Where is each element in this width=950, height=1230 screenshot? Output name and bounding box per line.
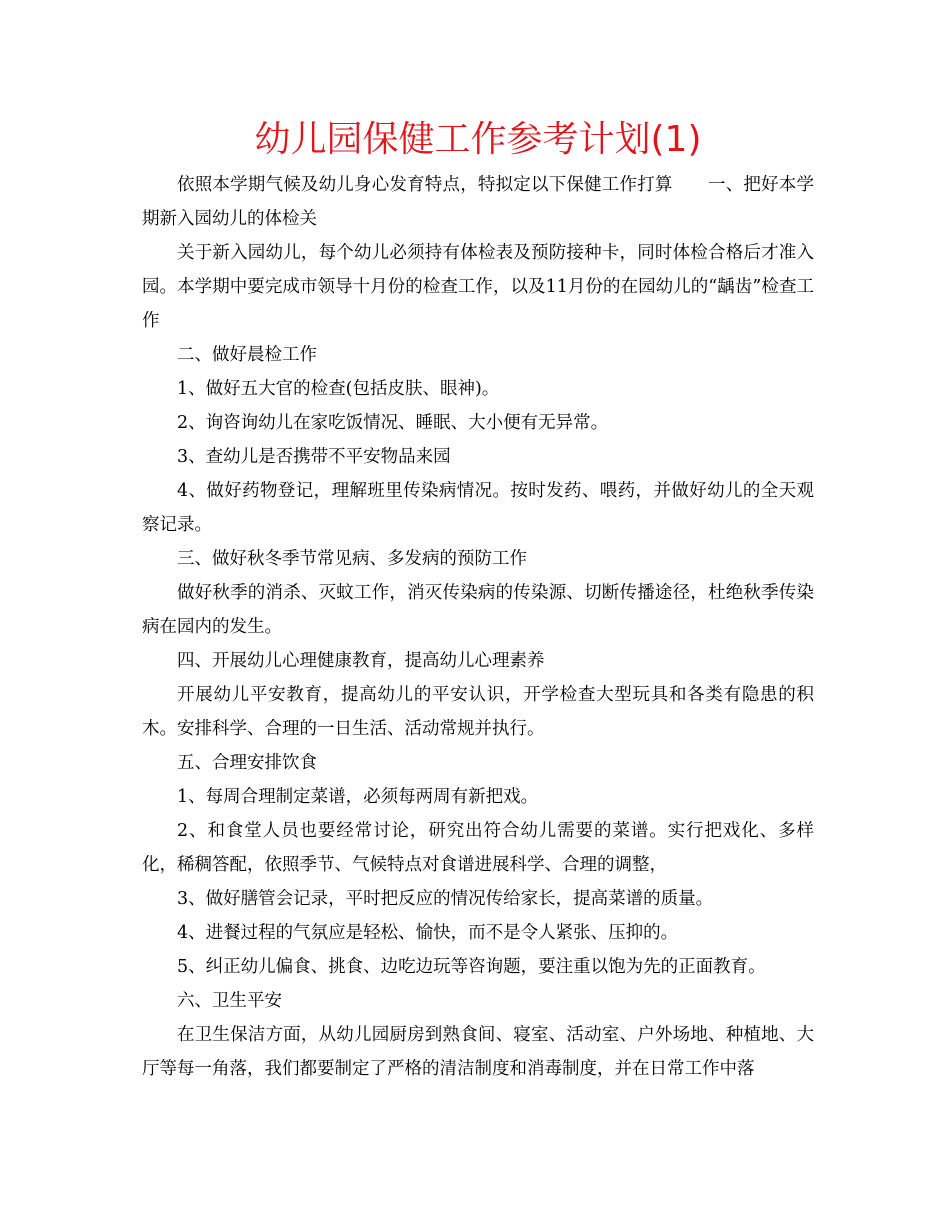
list-item: 3、查幼儿是否携带不平安物品来园 xyxy=(177,447,451,467)
document-title: 幼儿园保健工作参考计划(1) xyxy=(254,119,702,160)
list-item: 3、做好膳管会记录，平时把反应的情况传给家长，提高菜谱的质量。 xyxy=(177,889,714,909)
list-item: 1、做好五大官的检查(包括皮肤、眼神)。 xyxy=(177,379,500,399)
list-item: 1、每周合理制定菜谱，必须每两周有新把戏。 xyxy=(177,787,539,807)
section-heading-hygiene-safety: 六、卫生平安 xyxy=(177,991,282,1011)
paragraph-cleaning: 在卫生保洁方面，从幼儿园厨房到熟食间、寝室、活动室、户外场地、种植地、大厅等每一角落，我们都要制定了严格的清洁制度和消毒制度，并在日常工作中落 xyxy=(142,1025,814,1079)
list-item: 4、进餐过程的气氛应是轻松、愉快，而不是令人紧张、压抑的。 xyxy=(177,923,679,943)
paragraph-disinfection: 做好秋季的消杀、灭蚊工作，消灭传染病的传染源、切断传播途径，杜绝秋季传染病在园内的发生。 xyxy=(142,583,814,637)
list-item: 4、做好药物登记，理解班里传染病情况。按时发药、喂药，并做好幼儿的全天观察记录。 xyxy=(142,481,814,535)
section-heading-diet: 五、合理安排饮食 xyxy=(177,753,317,773)
paragraph-intro: 依照本学期气候及幼儿身心发育特点，特拟定以下保健工作打算 一、把好本学期新入园幼儿的体检关 xyxy=(142,175,814,229)
section-heading-mental-health: 四、开展幼儿心理健康教育，提高幼儿心理素养 xyxy=(177,651,545,671)
paragraph-safety-education: 开展幼儿平安教育，提高幼儿的平安认识，开学检查大型玩具和各类有隐患的积木。安排科学、合理的一日生活、活动常规并执行。 xyxy=(142,685,814,739)
paragraph-new-entrants: 关于新入园幼儿，每个幼儿必须持有体检表及预防接种卡，同时体检合格后才准入园。本学期中要完成市领导十月份的检查工作，以及11月份的在园幼儿的“龋齿”检查工作 xyxy=(142,243,814,331)
list-item: 2、询咨询幼儿在家吃饭情况、睡眠、大小便有无异常。 xyxy=(177,413,609,433)
section-heading-morning-check: 二、做好晨检工作 xyxy=(177,345,317,365)
section-heading-disease-prevention: 三、做好秋冬季节常见病、多发病的预防工作 xyxy=(177,549,527,569)
list-item: 2、和食堂人员也要经常讨论，研究出符合幼儿需要的菜谱。实行把戏化、多样化，稀稠答配，依照季节、气候特点对食谱进展科学、合理的调整， xyxy=(142,821,814,875)
document-page xyxy=(142,118,814,1086)
list-item: 5、纠正幼儿偏食、挑食、边吃边玩等咨询题，要注重以饱为先的正面教育。 xyxy=(177,957,766,977)
document-body xyxy=(142,168,814,1086)
